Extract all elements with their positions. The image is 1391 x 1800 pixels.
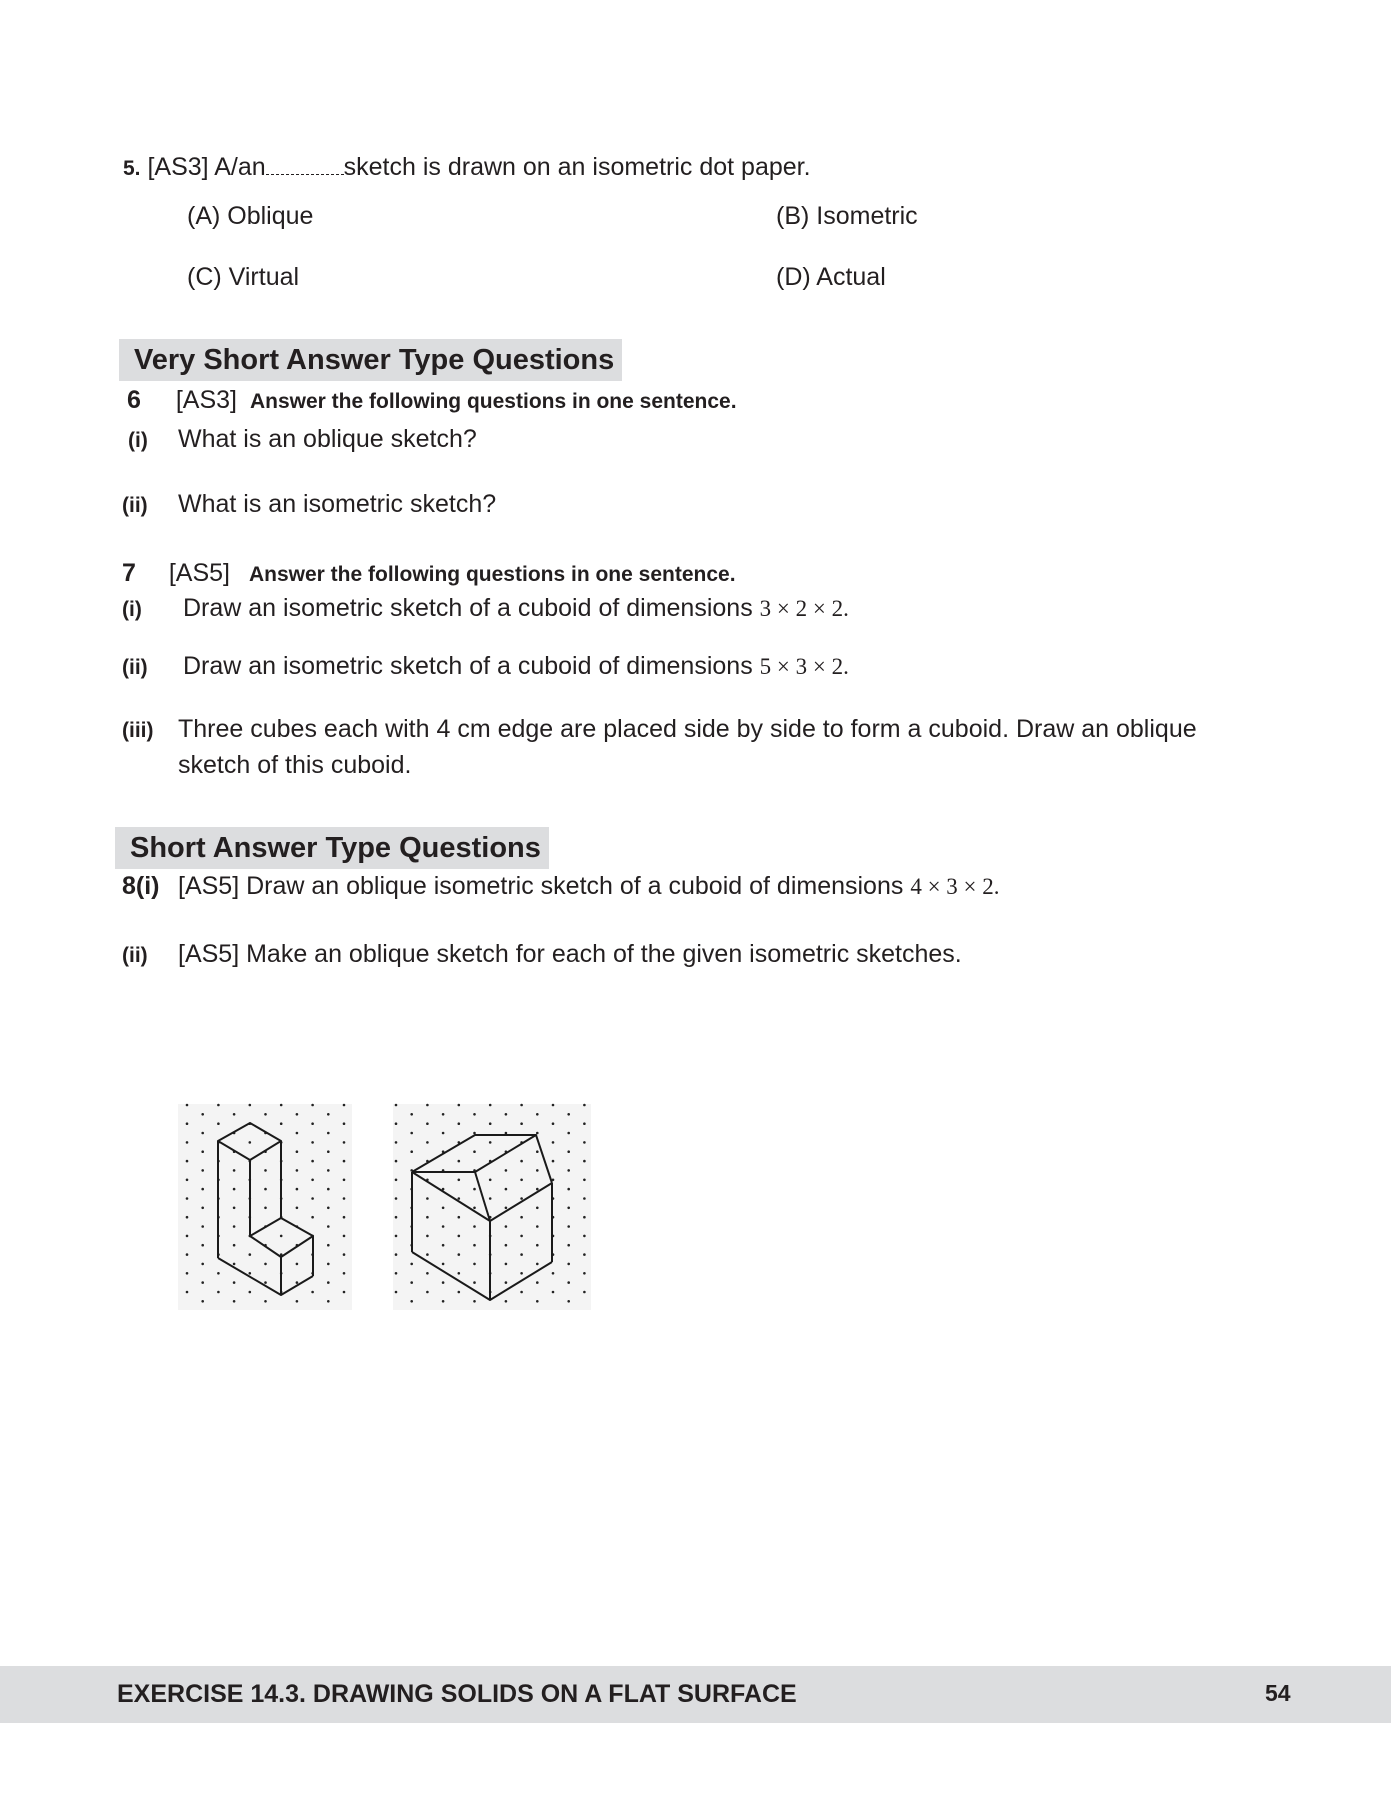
grid-dot [536, 1169, 539, 1172]
grid-dot [583, 1197, 586, 1200]
grid-dot [536, 1113, 539, 1116]
grid-dot [296, 1188, 299, 1191]
math-expression: 3 × 2 × 2. [759, 596, 849, 621]
question-tag: [AS3] [175, 386, 238, 414]
grid-dot [426, 1141, 429, 1144]
grid-dot [280, 1122, 283, 1125]
grid-dot [395, 1122, 398, 1125]
grid-dot [442, 1225, 445, 1228]
grid-dot [536, 1244, 539, 1247]
question-text: A/an [214, 153, 266, 181]
grid-dot [264, 1188, 267, 1191]
grid-dot [536, 1225, 539, 1228]
grid-dot [343, 1160, 346, 1163]
grid-dot [520, 1122, 523, 1125]
question-tag: [AS5] [168, 559, 231, 587]
question-6 [127, 385, 737, 417]
question-7-iii: Three cubes each with 4 cm edge are placed side by side to form a cuboid. Draw an oblique [178, 715, 1197, 743]
part-text: [AS5] Draw an oblique isometric sketch of a cuboid of dimensions [178, 872, 904, 900]
grid-dot [249, 1291, 252, 1294]
grid-dot [233, 1113, 236, 1116]
grid-dot [343, 1253, 346, 1256]
grid-dot [343, 1235, 346, 1238]
grid-dot [217, 1272, 220, 1275]
grid-dot [458, 1253, 461, 1256]
grid-dot [583, 1179, 586, 1182]
grid-dot [327, 1132, 330, 1135]
grid-dot [489, 1197, 492, 1200]
grid-dot [186, 1253, 189, 1256]
grid-dot [410, 1281, 413, 1284]
option-d: (D) Actual [776, 263, 886, 291]
grid-dot [426, 1235, 429, 1238]
grid-dot [264, 1169, 267, 1172]
grid-dot [395, 1216, 398, 1219]
grid-dot [489, 1104, 492, 1107]
grid-dot [458, 1291, 461, 1294]
grid-dot [458, 1160, 461, 1163]
grid-dot [233, 1225, 236, 1228]
grid-dot [583, 1122, 586, 1125]
grid-dot [233, 1188, 236, 1191]
grid-dot [458, 1216, 461, 1219]
grid-dot [327, 1300, 330, 1303]
grid-dot [520, 1104, 523, 1107]
part-text: sketch of this cuboid. [178, 751, 412, 779]
grid-dot [327, 1225, 330, 1228]
instruction: Answer the following questions in one sentence. [249, 390, 737, 413]
grid-dot [186, 1272, 189, 1275]
grid-dot [552, 1160, 555, 1163]
grid-dot [583, 1235, 586, 1238]
grid-dot [489, 1122, 492, 1125]
grid-dot [520, 1160, 523, 1163]
grid-dot [567, 1244, 570, 1247]
grid-dot [201, 1207, 204, 1210]
grid-dot [233, 1169, 236, 1172]
grid-dot [395, 1197, 398, 1200]
grid-dot [201, 1244, 204, 1247]
grid-dot [311, 1122, 314, 1125]
grid-dot [311, 1291, 314, 1294]
grid-dot [473, 1300, 476, 1303]
option-b: (B) Isometric [776, 202, 918, 230]
grid-dot [280, 1235, 283, 1238]
question-7-ii [183, 651, 849, 682]
grid-dot [567, 1188, 570, 1191]
grid-dot [296, 1300, 299, 1303]
grid-dot [583, 1160, 586, 1163]
grid-dot [583, 1291, 586, 1294]
grid-dot [186, 1104, 189, 1107]
grid-dot [536, 1207, 539, 1210]
question-number: 7 [122, 559, 136, 587]
grid-dot [395, 1141, 398, 1144]
grid-dot [552, 1122, 555, 1125]
grid-dot [536, 1300, 539, 1303]
grid-dot [536, 1263, 539, 1266]
grid-dot [249, 1104, 252, 1107]
grid-dot [426, 1216, 429, 1219]
grid-dot [311, 1179, 314, 1182]
grid-dot [327, 1281, 330, 1284]
grid-dot [473, 1132, 476, 1135]
grid-dot [296, 1281, 299, 1284]
grid-dot [567, 1132, 570, 1135]
grid-dot [458, 1235, 461, 1238]
question-tag: [AS3] [147, 153, 209, 181]
grid-dot [395, 1235, 398, 1238]
grid-dot [458, 1179, 461, 1182]
grid-dot [264, 1207, 267, 1210]
grid-dot [280, 1104, 283, 1107]
grid-dot [327, 1207, 330, 1210]
page-number: 54 [1265, 1680, 1291, 1706]
part-label: (ii) [122, 494, 148, 517]
grid-dot [296, 1263, 299, 1266]
grid-dot [296, 1150, 299, 1153]
grid-dot [327, 1244, 330, 1247]
grid-dot [249, 1272, 252, 1275]
grid-dot [311, 1216, 314, 1219]
part-label: (ii) [122, 656, 148, 679]
math-expression: 5 × 3 × 2. [759, 654, 849, 679]
grid-dot [343, 1197, 346, 1200]
grid-dot [473, 1281, 476, 1284]
grid-dot [264, 1263, 267, 1266]
grid-dot [264, 1300, 267, 1303]
grid-dot [458, 1104, 461, 1107]
grid-dot [505, 1113, 508, 1116]
grid-dot [458, 1197, 461, 1200]
grid-dot [520, 1179, 523, 1182]
grid-dot [327, 1113, 330, 1116]
grid-dot [311, 1141, 314, 1144]
grid-dot [343, 1179, 346, 1182]
grid-dot [567, 1150, 570, 1153]
question-6-i [128, 424, 148, 456]
grid-dot [186, 1122, 189, 1125]
grid-dot [505, 1169, 508, 1172]
grid-dot [186, 1235, 189, 1238]
grid-dot [520, 1235, 523, 1238]
part-label: (iii) [122, 719, 154, 742]
grid-dot [552, 1291, 555, 1294]
math-expression: 4 × 3 × 2. [910, 874, 1000, 899]
grid-dot [217, 1122, 220, 1125]
grid-dot [505, 1225, 508, 1228]
grid-dot [567, 1169, 570, 1172]
grid-dot [395, 1272, 398, 1275]
question-6-ii [122, 489, 148, 521]
section-heading-short: Short Answer Type Questions [115, 827, 549, 869]
section-heading-very-short: Very Short Answer Type Questions [119, 339, 622, 381]
part-text: Draw an isometric sketch of a cuboid of dimensions [183, 652, 753, 680]
part-label: (i) [128, 429, 148, 452]
footer-title: EXERCISE 14.3. DRAWING SOLIDS ON A FLAT SURFACE [117, 1680, 797, 1708]
grid-dot [552, 1104, 555, 1107]
option-c: (C) Virtual [187, 263, 300, 291]
grid-dot [442, 1113, 445, 1116]
grid-dot [249, 1253, 252, 1256]
grid-dot [583, 1272, 586, 1275]
grid-dot [343, 1216, 346, 1219]
grid-dot [520, 1197, 523, 1200]
grid-dot [343, 1141, 346, 1144]
grid-dot [505, 1281, 508, 1284]
grid-dot [505, 1207, 508, 1210]
grid-dot [567, 1207, 570, 1210]
grid-dot [442, 1300, 445, 1303]
question-number: 5. [123, 157, 141, 180]
grid-dot [567, 1281, 570, 1284]
grid-dot [473, 1150, 476, 1153]
grid-dot [233, 1244, 236, 1247]
answer-blank [266, 154, 344, 175]
grid-dot [442, 1207, 445, 1210]
part-label: 8(i) [122, 872, 160, 900]
grid-dot [442, 1244, 445, 1247]
grid-dot [473, 1263, 476, 1266]
grid-dot [426, 1253, 429, 1256]
grid-dot [395, 1291, 398, 1294]
grid-dot [473, 1244, 476, 1247]
grid-dot [583, 1216, 586, 1219]
part-text: What is an oblique sketch? [178, 425, 477, 453]
grid-dot [296, 1169, 299, 1172]
grid-dot [296, 1132, 299, 1135]
grid-dot [410, 1113, 413, 1116]
grid-dot [520, 1253, 523, 1256]
grid-dot [583, 1104, 586, 1107]
grid-dot [505, 1263, 508, 1266]
grid-dot [233, 1263, 236, 1266]
grid-dot [536, 1188, 539, 1191]
grid-dot [296, 1113, 299, 1116]
part-text: Draw an isometric sketch of a cuboid of dimensions [183, 594, 753, 622]
grid-dot [583, 1141, 586, 1144]
grid-dot [505, 1188, 508, 1191]
grid-dot [186, 1179, 189, 1182]
grid-dot [327, 1188, 330, 1191]
grid-dot [201, 1169, 204, 1172]
grid-dot [343, 1122, 346, 1125]
grid-dot [186, 1197, 189, 1200]
grid-dot [536, 1281, 539, 1284]
grid-dot [395, 1179, 398, 1182]
grid-dot [395, 1160, 398, 1163]
grid-dot [249, 1141, 252, 1144]
grid-dot [410, 1263, 413, 1266]
grid-dot [410, 1132, 413, 1135]
grid-dot [327, 1150, 330, 1153]
grid-dot [201, 1132, 204, 1135]
grid-dot [442, 1263, 445, 1266]
instruction: Answer the following questions in one sentence. [248, 563, 736, 586]
grid-dot [410, 1300, 413, 1303]
grid-dot [201, 1113, 204, 1116]
grid-dot [296, 1207, 299, 1210]
grid-dot [343, 1291, 346, 1294]
grid-dot [217, 1291, 220, 1294]
grid-dot [536, 1150, 539, 1153]
grid-dot [327, 1263, 330, 1266]
grid-dot [186, 1216, 189, 1219]
grid-dot [186, 1291, 189, 1294]
grid-dot [520, 1272, 523, 1275]
grid-dot [473, 1207, 476, 1210]
question-8-ii: [AS5] Make an oblique sketch for each of the given isometric sketches. [178, 940, 962, 968]
part-label: (ii) [122, 944, 148, 967]
grid-dot [201, 1150, 204, 1153]
grid-dot [583, 1253, 586, 1256]
grid-dot [442, 1132, 445, 1135]
grid-dot [233, 1207, 236, 1210]
grid-dot [311, 1197, 314, 1200]
grid-dot [186, 1160, 189, 1163]
grid-dot [567, 1300, 570, 1303]
grid-dot [311, 1104, 314, 1107]
grid-dot [201, 1263, 204, 1266]
grid-dot [442, 1281, 445, 1284]
isometric-sketches-figure [150, 1080, 610, 1340]
grid-dot [552, 1141, 555, 1144]
grid-dot [343, 1272, 346, 1275]
part-text: What is an isometric sketch? [178, 490, 497, 518]
grid-dot [458, 1272, 461, 1275]
grid-dot [201, 1188, 204, 1191]
grid-dot [186, 1141, 189, 1144]
grid-dot [458, 1122, 461, 1125]
grid-dot [264, 1281, 267, 1284]
grid-dot [311, 1160, 314, 1163]
grid-dot [567, 1113, 570, 1116]
grid-dot [327, 1169, 330, 1172]
question-8-i [178, 871, 1000, 902]
grid-dot [264, 1113, 267, 1116]
question-7-i [183, 593, 849, 624]
question-5 [123, 152, 811, 184]
grid-dot [473, 1225, 476, 1228]
part-label: (i) [122, 598, 142, 621]
grid-dot [520, 1216, 523, 1219]
grid-dot [426, 1122, 429, 1125]
grid-dot [567, 1263, 570, 1266]
grid-dot [426, 1272, 429, 1275]
question-text: sketch is drawn on an isometric dot paper. [343, 153, 811, 181]
grid-dot [395, 1253, 398, 1256]
grid-dot [233, 1281, 236, 1284]
option-a: (A) Oblique [187, 202, 314, 230]
grid-dot [426, 1104, 429, 1107]
grid-dot [489, 1141, 492, 1144]
grid-dot [426, 1197, 429, 1200]
grid-dot [520, 1291, 523, 1294]
grid-dot [395, 1104, 398, 1107]
grid-dot [343, 1104, 346, 1107]
grid-dot [201, 1281, 204, 1284]
page-footer [0, 1666, 1391, 1723]
question-number: 6 [127, 386, 141, 414]
grid-dot [552, 1272, 555, 1275]
grid-dot [217, 1104, 220, 1107]
grid-dot [505, 1132, 508, 1135]
grid-dot [426, 1291, 429, 1294]
grid-dot [473, 1113, 476, 1116]
grid-dot [201, 1225, 204, 1228]
grid-dot [473, 1188, 476, 1191]
question-7 [122, 558, 736, 590]
grid-dot [505, 1300, 508, 1303]
grid-dot [505, 1244, 508, 1247]
grid-dot [489, 1179, 492, 1182]
grid-dot [201, 1300, 204, 1303]
grid-dot [567, 1225, 570, 1228]
grid-dot [233, 1300, 236, 1303]
grid-dot [536, 1132, 539, 1135]
grid-dot [410, 1150, 413, 1153]
